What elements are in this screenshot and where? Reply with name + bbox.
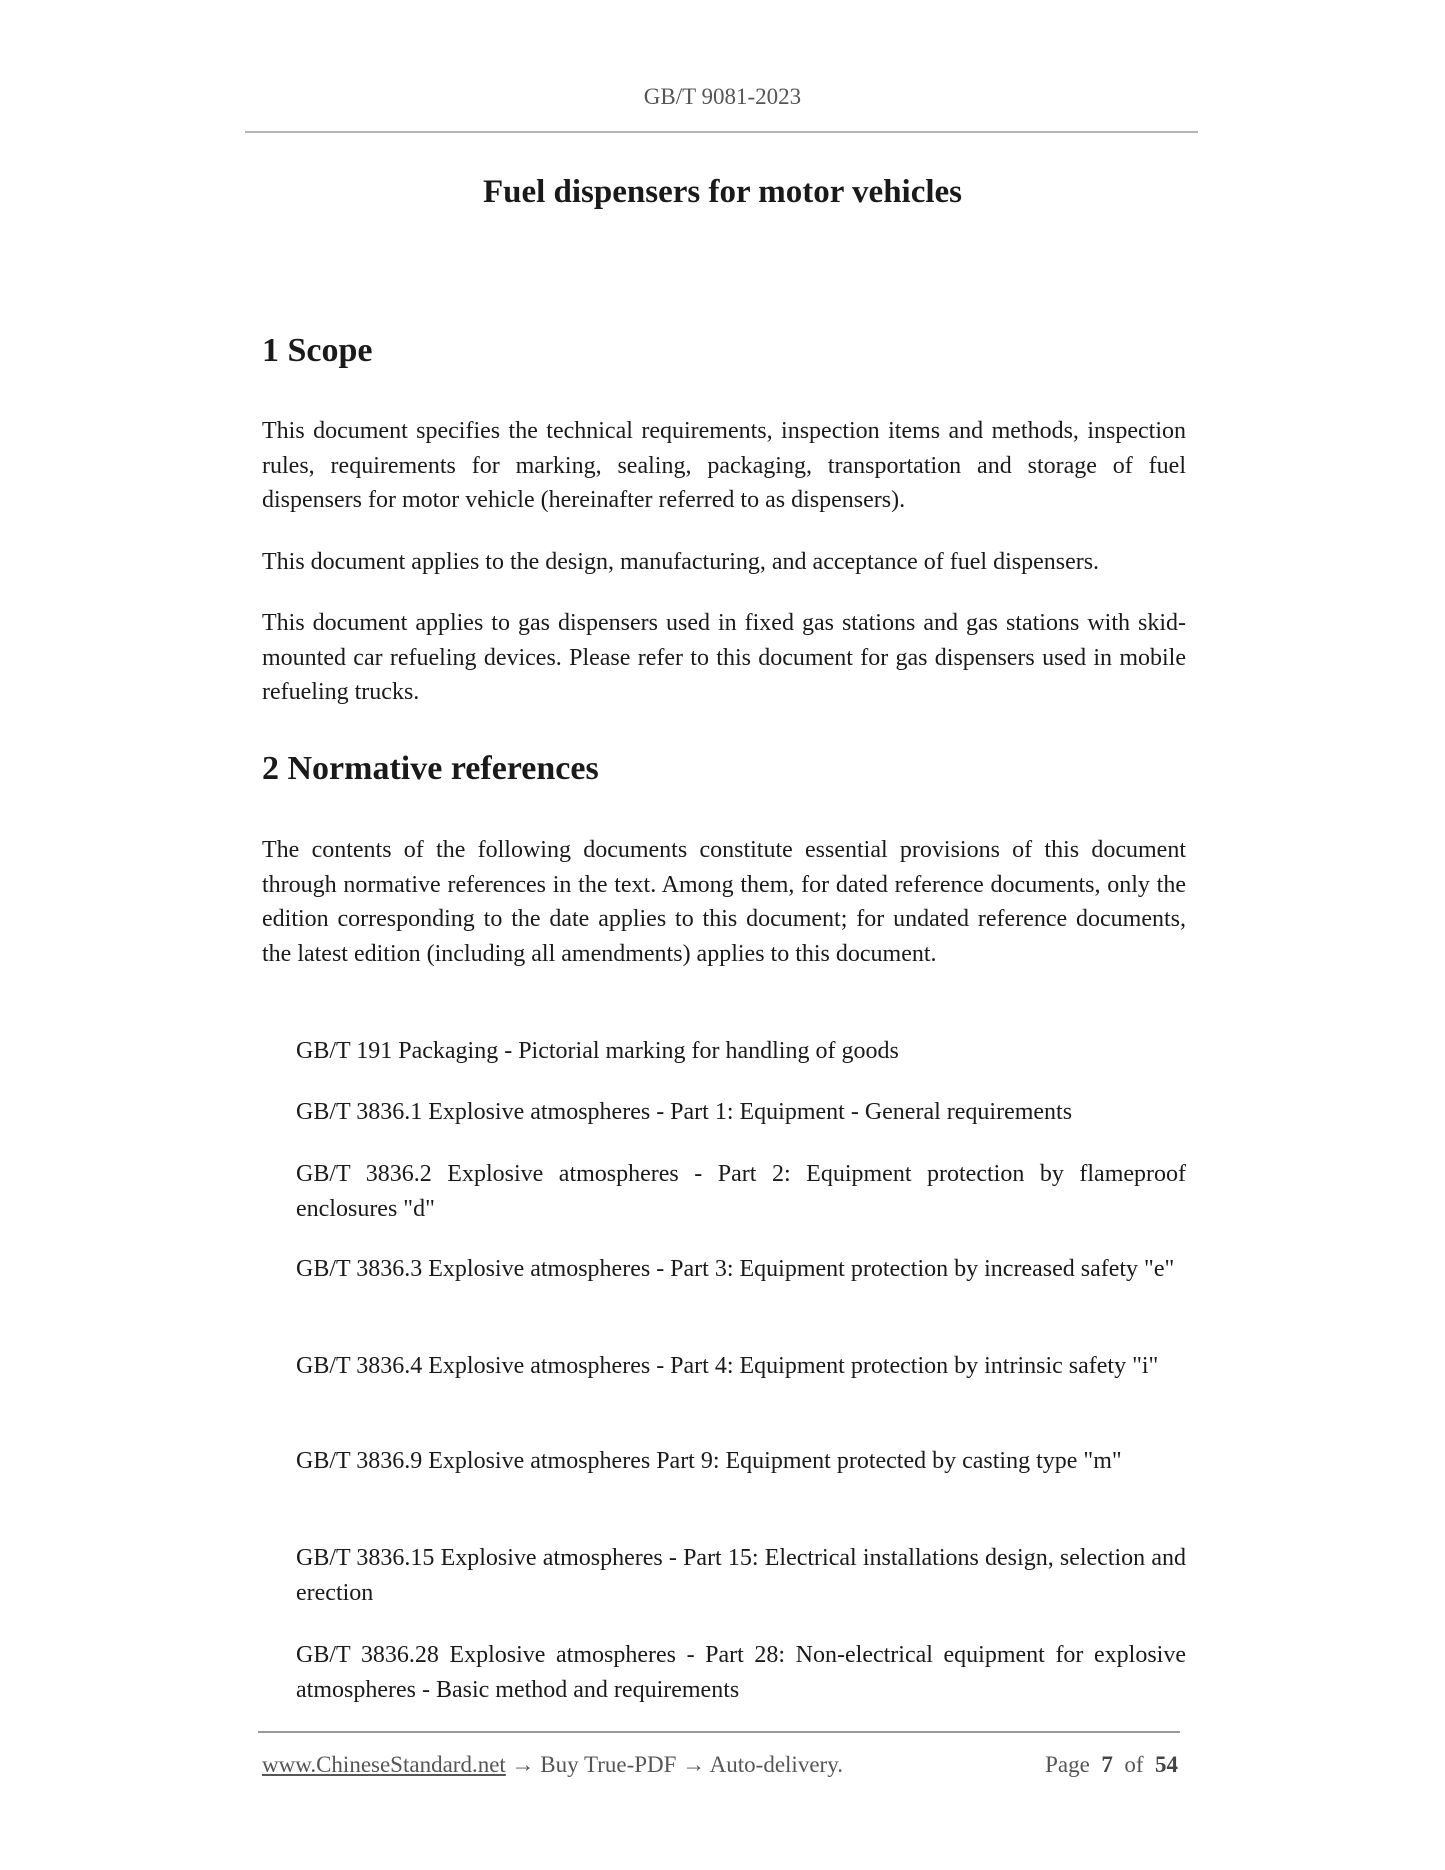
- paragraph: This document applies to the design, manufacturing, and acceptance of fuel dispensers.: [262, 549, 1100, 575]
- page-total: 54: [1155, 1752, 1178, 1777]
- document-title: Fuel dispensers for motor vehicles: [482, 174, 963, 210]
- footer-divider: [258, 1731, 1180, 1733]
- page-label: Page: [1045, 1752, 1090, 1777]
- delivery-text: Auto-delivery.: [709, 1752, 843, 1777]
- paragraph: This document specifies the technical requirements, inspection items and methods, inspection rules, requirements for marking, sealing, packaging, transportation and storage of fuel dispensers for motor vehicle (hereinafter referred to as dispensers).: [262, 418, 1186, 514]
- reference-item: GB/T 3836.9 Explosive atmospheres Part 9: Equipment protected by casting type "m": [296, 1448, 1122, 1474]
- reference-item: GB/T 3836.1 Explosive atmospheres - Part 1: Equipment - General requirements: [296, 1099, 1073, 1125]
- paragraph: The contents of the following documents constitute essential provisions of this document through normative references in the text. Among them, for dated reference documents, only the edition corresponding to the date applies to this document; for undated reference documents, the latest edition (including all amendments) applies to this document.: [262, 837, 1186, 968]
- footer-promo: [262, 1752, 843, 1778]
- reference-item: GB/T 3836.4 Explosive atmospheres - Part 4: Equipment protection by intrinsic safety "i": [296, 1353, 1159, 1379]
- website-link[interactable]: www.ChineseStandard.net: [262, 1752, 506, 1777]
- reference-item: GB/T 191 Packaging - Pictorial marking for handling of goods: [296, 1038, 899, 1064]
- reference-item: GB/T 3836.2 Explosive atmospheres - Part 2: Equipment protection by flameproof enclosures "d": [296, 1161, 1186, 1222]
- buy-text: Buy True-PDF: [540, 1752, 677, 1777]
- arrow-icon: →: [511, 1752, 535, 1777]
- header-divider: [245, 131, 1198, 133]
- reference-item: GB/T 3836.3 Explosive atmospheres - Part 3: Equipment protection by increased safety "e": [296, 1256, 1175, 1282]
- document-header: GB/T 9081-2023: [643, 84, 802, 109]
- reference-item: GB/T 3836.15 Explosive atmospheres - Part 15: Electrical installations design, selection and erection: [296, 1545, 1186, 1606]
- page-indicator: [1045, 1752, 1178, 1778]
- of-label: of: [1124, 1752, 1144, 1777]
- page-footer: [262, 1752, 1178, 1778]
- section-heading-scope: 1 Scope: [262, 332, 373, 369]
- page-number: 7: [1101, 1752, 1113, 1777]
- paragraph: This document applies to gas dispensers used in fixed gas stations and gas stations with skid-mounted car refueling devices. Please refer to this document for gas dispensers used in mobile refueling trucks.: [262, 610, 1186, 706]
- reference-item: GB/T 3836.28 Explosive atmospheres - Part 28: Non-electrical equipment for explosive atmospheres - Basic method and requirements: [296, 1642, 1186, 1703]
- section-heading-normative-references: 2 Normative references: [262, 750, 599, 787]
- arrow-icon: →: [682, 1752, 706, 1777]
